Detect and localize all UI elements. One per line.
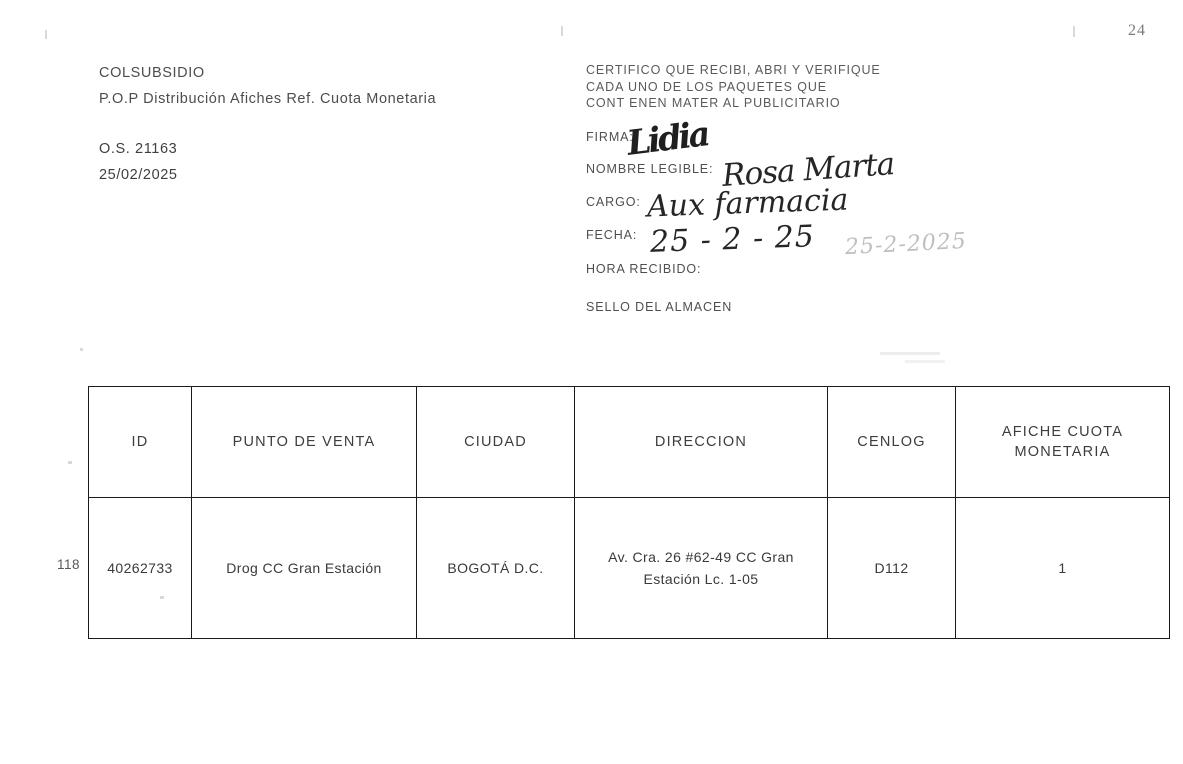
handwriting-cargo: Aux farmacia: [646, 182, 849, 225]
order-number: O.S. 21163: [99, 141, 178, 157]
field-label-cargo: CARGO:: [586, 194, 641, 209]
document-subtitle: P.O.P Distribución Afiches Ref. Cuota Monetaria: [99, 91, 437, 107]
document-header-left: [99, 60, 436, 188]
certificate-line-2: CADA UNO DE LOS PAQUETES QUE: [586, 79, 827, 94]
table-row: [89, 498, 1170, 639]
cell-punto-de-venta: Drog CC Gran Estación: [192, 498, 417, 639]
field-label-firma: FIRMA:: [586, 129, 634, 144]
certificate-line-1: CERTIFICO QUE RECIBI, ABRI Y VERIFIQUE: [586, 63, 881, 77]
handwriting-fecha-faint: 25-2-2025: [844, 228, 968, 261]
cell-cenlog: D112: [828, 498, 956, 639]
cell-ciudad: BOGOTÁ D.C.: [417, 498, 575, 639]
certificate-line-3: CONT ENEN MATER AL PUBLICITARIO: [586, 96, 841, 110]
field-label-hora-recibido: HORA RECIBIDO:: [586, 261, 702, 276]
document-date: 25/02/2025: [99, 167, 178, 183]
scan-artifact: [1073, 26, 1075, 37]
scan-artifact: [45, 30, 47, 39]
row-index-label: 118: [57, 557, 81, 572]
cell-id: 40262733: [89, 498, 192, 639]
handwriting-firma: Lidia: [624, 114, 710, 164]
column-header-punto-de-venta: PUNTO DE VENTA: [192, 387, 417, 498]
column-header-afiche-cuota-monetaria: AFICHE CUOTA MONETARIA: [956, 387, 1170, 498]
column-header-direccion: DIRECCION: [575, 387, 828, 498]
field-label-fecha: FECHA:: [586, 227, 638, 242]
table-header-row: [89, 387, 1170, 498]
company-name: COLSUBSIDIO: [99, 65, 205, 81]
handwriting-fecha: 25 - 2 - 25: [649, 219, 816, 260]
cell-afiche-cuota-monetaria: 1: [956, 498, 1170, 639]
column-header-id: ID: [89, 387, 192, 498]
field-label-nombre-legible: NOMBRE LEGIBLE:: [586, 161, 714, 176]
scan-artifact: [880, 352, 940, 355]
scan-artifact: [68, 461, 72, 464]
page-number: 24: [1128, 22, 1146, 39]
column-header-cenlog: CENLOG: [828, 387, 956, 498]
column-header-ciudad: CIUDAD: [417, 387, 575, 498]
field-label-sello-almacen: SELLO DEL ALMACEN: [586, 299, 733, 314]
cell-direccion: Av. Cra. 26 #62-49 CC Gran Estación Lc. 1-05: [575, 498, 828, 639]
scan-artifact: [905, 360, 945, 363]
handwriting-nombre-legible: Rosa Marta: [720, 146, 896, 194]
distribution-table: [88, 386, 1151, 639]
scan-artifact: [80, 348, 83, 351]
scan-artifact: [561, 26, 563, 36]
certificate-block: [586, 62, 881, 315]
